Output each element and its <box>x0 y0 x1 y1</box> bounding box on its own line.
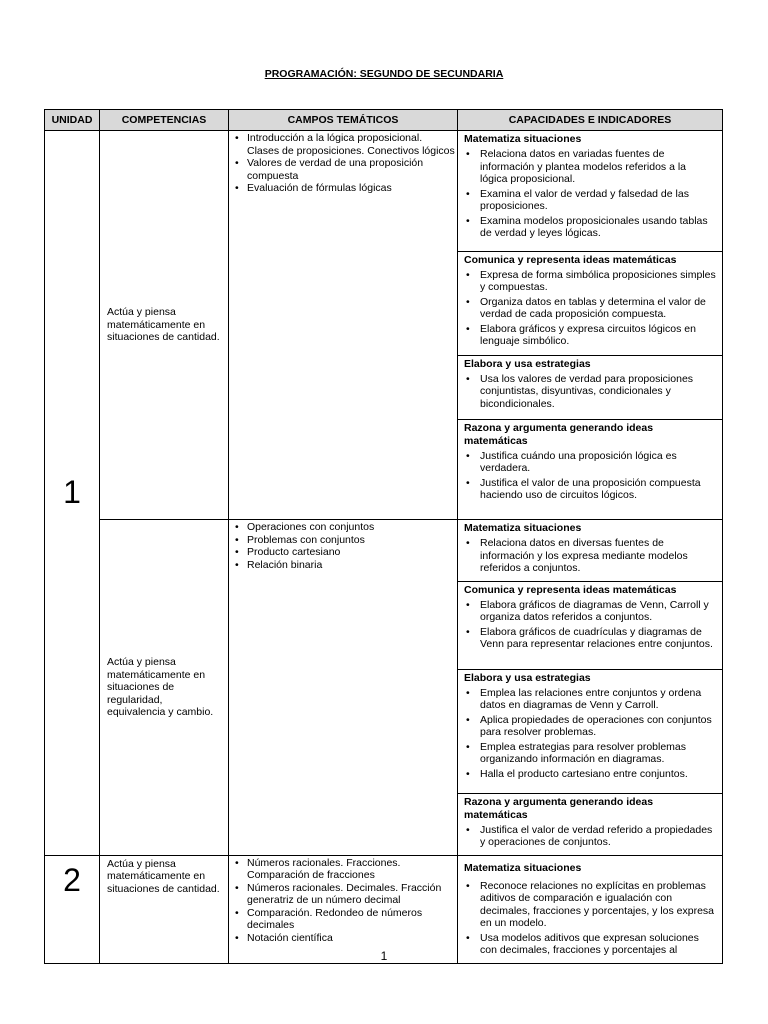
list-item: • Justifica el valor de verdad referido a propiedades y operaciones de conjuntos. <box>464 824 716 849</box>
header-unidad: UNIDAD <box>45 110 100 131</box>
list-item: • Organiza datos en tablas y determina el valor de verdad de cada proposición compuesta. <box>464 296 716 321</box>
list-item: • Elabora gráficos y expresa circuitos lógicos en lenguaje simbólico. <box>464 323 716 348</box>
campos-cell <box>229 131 458 520</box>
list-item: • Valores de verdad de una proposición compuesta <box>229 157 457 182</box>
capacidad-title: Elabora y usa estrategias <box>464 357 591 370</box>
list-item: • Examina el valor de verdad y falsedad de las proposiciones. <box>464 188 716 213</box>
list-item: • Evaluación de fórmulas lógicas <box>229 182 457 195</box>
list-item: • Examina modelos proposicionales usando tablas de verdad y leyes lógicas. <box>464 215 716 240</box>
capacidad-title: Matematiza situaciones <box>464 861 582 874</box>
document-title: PROGRAMACIÓN: SEGUNDO DE SECUNDARIA <box>264 68 504 80</box>
list-item: • Aplica propiedades de operaciones con conjuntos para resolver problemas. <box>464 714 716 739</box>
header-competencias: COMPETENCIAS <box>100 110 229 131</box>
capacidades-cell <box>458 520 723 856</box>
unit-number: 2 <box>45 855 100 963</box>
capacidad-title: Razona y argumenta generando ideas matemáticas <box>464 421 654 447</box>
capacidad-title: Comunica y representa ideas matemáticas <box>464 253 677 266</box>
capacidades-cell <box>458 855 723 963</box>
list-item: • Emplea estrategias para resolver problemas organizando información en diagramas. <box>464 741 716 766</box>
list-item: • Elabora gráficos de diagramas de Venn, Carroll y organiza datos referidos a conjuntos. <box>464 599 716 624</box>
list-item: • Justifica el valor de una proposición compuesta haciendo uso de circuitos lógicos. <box>464 477 716 502</box>
list-item: • Expresa de forma simbólica proposiciones simples y compuestas. <box>464 269 716 294</box>
campos-cell <box>229 520 458 856</box>
unit-number: 1 <box>45 131 100 856</box>
list-item: • Introducción a la lógica proposicional. Clases de proposiciones. Conectivos lógicos <box>229 132 457 157</box>
table-row <box>45 520 723 856</box>
list-item: • Justifica cuándo una proposición lógica es verdadera. <box>464 450 716 475</box>
header-capacidades: CAPACIDADES E INDICADORES <box>458 110 723 131</box>
list-item: • Usa los valores de verdad para proposiciones conjuntistas, disyuntivas, condicionales y bicondicionales. <box>464 373 716 411</box>
competencia-cell: Actúa y piensa matemáticamente en situaciones de regularidad, equivalencia y cambio. <box>100 520 229 856</box>
capacidad-title: Matematiza situaciones <box>464 522 582 534</box>
list-item: • Notación científica <box>229 932 457 945</box>
capacidades-cell <box>458 131 723 520</box>
campos-cell <box>229 855 458 963</box>
table-row <box>45 855 723 963</box>
list-item: • Relación binaria <box>229 559 457 572</box>
table-row <box>45 131 723 520</box>
list-item: • Operaciones con conjuntos <box>229 521 457 534</box>
list-item: • Números racionales. Fracciones. Comparación de fracciones <box>229 857 457 882</box>
capacidad-title: Elabora y usa estrategias <box>464 671 591 684</box>
list-item: • Producto cartesiano <box>229 546 457 559</box>
competencia-cell: Actúa y piensa matemáticamente en situaciones de cantidad. <box>100 855 229 963</box>
table-header-row <box>45 110 723 131</box>
capacidad-title: Comunica y representa ideas matemáticas <box>464 583 677 596</box>
capacidad-title: Razona y argumenta generando ideas matemáticas <box>464 795 654 821</box>
list-item: • Comparación. Redondeo de números decimales <box>229 907 457 932</box>
list-item: • Usa modelos aditivos que expresan soluciones con decimales, fracciones y porcentajes al <box>464 932 716 957</box>
list-item: • Halla el producto cartesiano entre conjuntos. <box>464 768 716 781</box>
competencia-cell: Actúa y piensa matemáticamente en situaciones de cantidad. <box>100 131 229 520</box>
capacidad-title: Matematiza situaciones <box>464 133 582 145</box>
list-item: • Emplea las relaciones entre conjuntos y ordena datos en diagramas de Venn y Carroll. <box>464 687 716 712</box>
header-campos: CAMPOS TEMÁTICOS <box>229 110 458 131</box>
list-item: • Problemas con conjuntos <box>229 534 457 547</box>
list-item: • Elabora gráficos de cuadrículas y diagramas de Venn para representar relaciones entre conjuntos. <box>464 626 716 651</box>
list-item: • Relaciona datos en variadas fuentes de información y plantea modelos referidos a la lógica proposicional. <box>464 148 716 186</box>
programming-table <box>44 109 723 964</box>
list-item: • Relaciona datos en diversas fuentes de información y los expresa mediante modelos referidos a conjuntos. <box>464 537 716 575</box>
list-item: • Números racionales. Decimales. Fracción generatriz de un número decimal <box>229 882 457 907</box>
list-item: • Reconoce relaciones no explícitas en problemas aditivos de comparación e igualación con decimales, fracciones y porcentajes, y los expresa en un modelo. <box>464 880 716 930</box>
page-number: 1 <box>380 949 388 963</box>
